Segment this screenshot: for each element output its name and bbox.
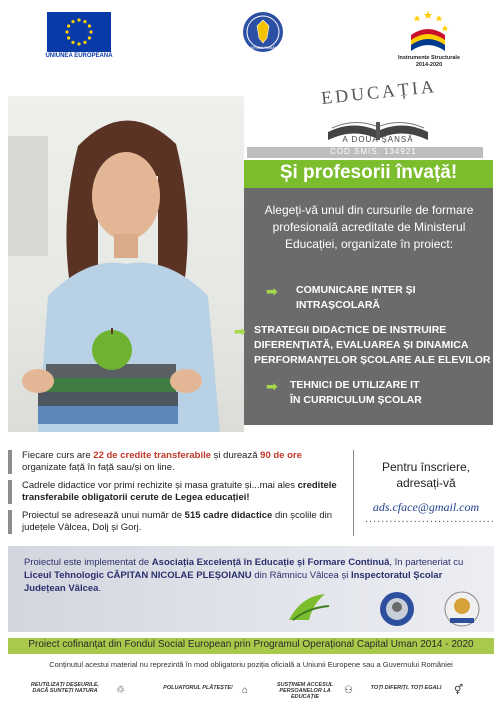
- gov-caption-text: GUVERNUL ROMÂNIEI: [244, 46, 282, 50]
- lead-partner: Asociația Excelență în Educație și Formare Continuă: [151, 557, 390, 568]
- course-1-line2: INTRAȘCOLARĂ: [296, 299, 380, 311]
- course-3-line1: TEHNICI DE UTILIZARE IT: [290, 379, 420, 391]
- eu-caption: UNIUNEA EUROPEANĂ: [45, 53, 113, 59]
- arrow-right-icon: ➡: [266, 378, 278, 394]
- recycle-icon: ♲: [116, 685, 125, 696]
- structural-instruments-caption: [388, 55, 470, 69]
- partners-text: Proiectul este implementat de Asociația Excelență în Educație și Formare Continuă, în parteneriat cu Liceul Tehnologic CĂPITAN NICOLAE PLEȘOIANU din Râmnicu Vâlcea și Inspectoratul Școlar Județean Vâlcea.: [24, 557, 464, 594]
- hours-highlight: 90 de ore: [260, 450, 302, 461]
- partner-school: Liceul Tehnologic CĂPITAN NICOLAE PLEȘOIANU: [24, 570, 252, 581]
- info-item-benefits: Cadrele didactice vor primi rechizite și masa gratuite și...mai ales creditele transferabile obligatorii cerute de Legea educației!: [8, 480, 348, 504]
- principle-polluter: POLUATORUL PLĂTEȘTE!: [163, 685, 233, 691]
- principle-education: SUSȚINEM ACCESUL PERSOANELOR LA EDUCAȚIE: [276, 682, 334, 700]
- course-2-line3: PERFORMANȚELOR ȘCOLARE ALE ELEVILOR: [254, 354, 491, 366]
- cofinancing-text: Proiect cofinanțat din Fondul Social European prin Programul Operațional Capital Uman 2014 - 2020: [28, 639, 474, 650]
- headline: Și profesorii învață!: [279, 162, 458, 183]
- course-2-line2: DIFERENȚIATĂ, EVALUAREA ȘI DINAMICA: [254, 339, 469, 351]
- is-caption-line1: Instrumente Structurale: [397, 55, 461, 61]
- people-icon: ⚇: [344, 685, 353, 696]
- inspectorate-logo: [440, 590, 484, 628]
- info-item-credits: Fiecare curs are 22 de credite transferabile și durează 90 de ore organizate față în față sau/și on line.: [8, 450, 348, 474]
- structural-instruments-logo: [405, 9, 451, 53]
- vertical-divider: [353, 450, 354, 536]
- arrow-right-icon: ➡: [234, 323, 246, 339]
- eu-flag-logo: [47, 12, 111, 52]
- dotted-line: ................................: [365, 513, 495, 525]
- disclaimer: Conținutul acestui material nu reprezintă în mod obligatoriu poziția oficială a Uniunii Europene sau a Guvernului României: [49, 660, 453, 669]
- program-title: EDUCAȚIA: [320, 75, 438, 109]
- course-3-line2: ÎN CURRICULUM ȘCOLAR: [290, 394, 422, 406]
- arrow-right-icon: ➡: [266, 283, 278, 299]
- info-item-audience: Proiectul se adresează unui număr de 515 cadre didactice din școlile din județele Vâlcea, Dolj și Gorj.: [8, 510, 348, 534]
- enroll-line2: adresați-vă: [396, 476, 456, 490]
- is-caption-line2: 2014-2020: [415, 62, 443, 68]
- partner-inspectorate: Inspectoratul Școlar Județean Vâlcea: [24, 570, 443, 594]
- teacher-photo: [8, 96, 244, 432]
- program-subtitle: A DOUA ȘANSĂ: [342, 135, 414, 144]
- gender-icon: ⚥: [454, 685, 464, 696]
- course-1-line1: COMUNICARE INTER ȘI: [296, 284, 416, 296]
- contact-email-link[interactable]: ads.cface@gmail.com: [372, 500, 480, 514]
- factory-icon: ⌂: [242, 685, 249, 696]
- principle-recycle: REUTILIZAȚI DEȘEURILE, DACĂ SUNTEȚI NATURA: [30, 682, 100, 694]
- legal-credits-highlight: creditele transferabile obligatorii cerute de Legea educației!: [22, 480, 337, 503]
- intro-text: Alegeți-vă unul din cursurile de formare profesională acreditate de Ministerul Educației, organizate în proiect:: [264, 203, 474, 251]
- government-crest-logo: [241, 10, 285, 54]
- enroll-text: [358, 459, 494, 491]
- principle-equality: TOȚI DIFERIȚI, TOȚI EGALI: [370, 685, 442, 691]
- footer-principles: [8, 682, 494, 700]
- smis-code: COD SMIS: 134921: [330, 147, 417, 156]
- school-crest-logo: [378, 590, 416, 628]
- association-logo: [285, 590, 333, 628]
- course-2-line1: STRATEGII DIDACTICE DE INSTRUIRE: [254, 324, 447, 336]
- teachers-count-highlight: 515 cadre didactice: [184, 510, 273, 521]
- enroll-line1: Pentru înscriere,: [381, 460, 471, 474]
- credits-highlight: 22 de credite transferabile: [93, 450, 212, 461]
